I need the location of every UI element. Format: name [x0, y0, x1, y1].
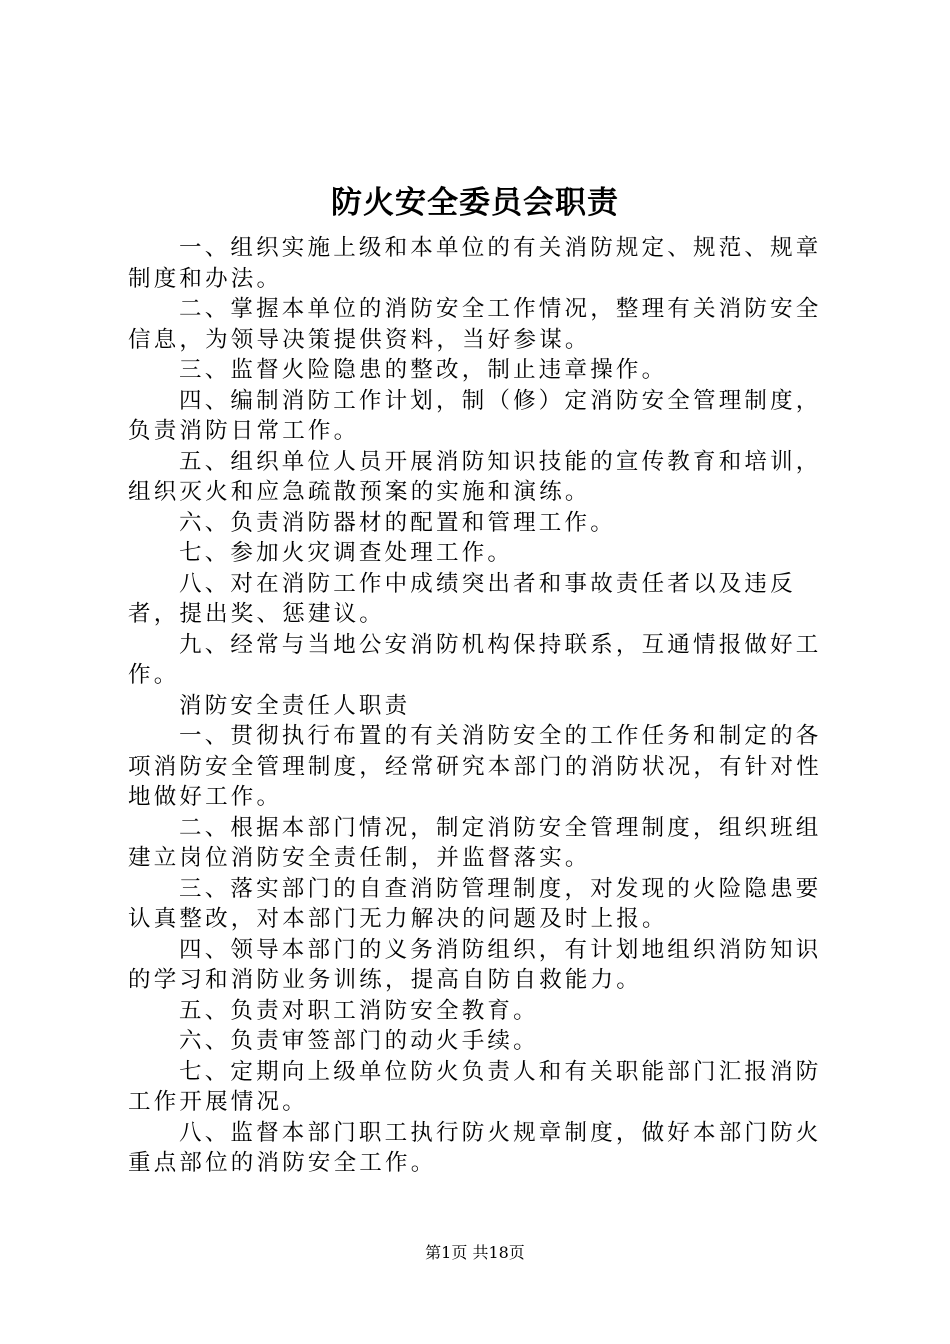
section-heading: 消防安全责任人职责: [179, 692, 411, 719]
paragraph: 八、对在消防工作中成绩突出者和事故责任者以及违反者，提出奖、惩建议。: [128, 570, 796, 627]
paragraph: 七、定期向上级单位防火负责人和有关职能部门汇报消防工作开展情况。: [128, 1058, 822, 1115]
paragraph: 一、贯彻执行布置的有关消防安全的工作任务和制定的各项消防安全管理制度，经常研究本部门的消防状况，有针对性地做好工作。: [128, 723, 822, 810]
paragraph: 二、根据本部门情况，制定消防安全管理制度，组织班组建立岗位消防安全责任制，并监督落实。: [128, 814, 822, 871]
paragraph: 六、负责审签部门的动火手续。: [179, 1028, 539, 1054]
paragraph: 四、编制消防工作计划，制（修）定消防安全管理制度，负责消防日常工作。: [128, 387, 822, 444]
paragraph: 五、负责对职工消防安全教育。: [179, 997, 539, 1024]
paragraph: 三、监督火险隐患的整改，制止违章操作。: [179, 357, 668, 383]
paragraph: 二、掌握本单位的消防安全工作情况，整理有关消防安全信息，为领导决策提供资料，当好参谋。: [128, 296, 822, 353]
paragraph: 一、组织实施上级和本单位的有关消防规定、规范、规章制度和办法。: [128, 235, 822, 292]
page-number: 第1页 共18页: [425, 1243, 525, 1262]
paragraph: 七、参加火灾调查处理工作。: [179, 540, 514, 566]
document-title: 防火安全委员会职责: [331, 185, 619, 221]
paragraph: 九、经常与当地公安消防机构保持联系，互通情报做好工作。: [128, 631, 822, 688]
paragraph: 五、组织单位人员开展消防知识技能的宣传教育和培训，组织灭火和应急疏散预案的实施和演练。: [128, 448, 822, 505]
document-body: [128, 233, 842, 1179]
paragraph: 四、领导本部门的义务消防组织，有计划地组织消防知识的学习和消防业务训练，提高自防自救能力。: [128, 936, 822, 993]
paragraph: 三、落实部门的自查消防管理制度，对发现的火险隐患要认真整改，对本部门无力解决的问题及时上报。: [128, 875, 822, 932]
paragraph: 六、负责消防器材的配置和管理工作。: [179, 509, 616, 536]
paragraph: 八、监督本部门职工执行防火规章制度，做好本部门防火重点部位的消防安全工作。: [128, 1119, 822, 1176]
